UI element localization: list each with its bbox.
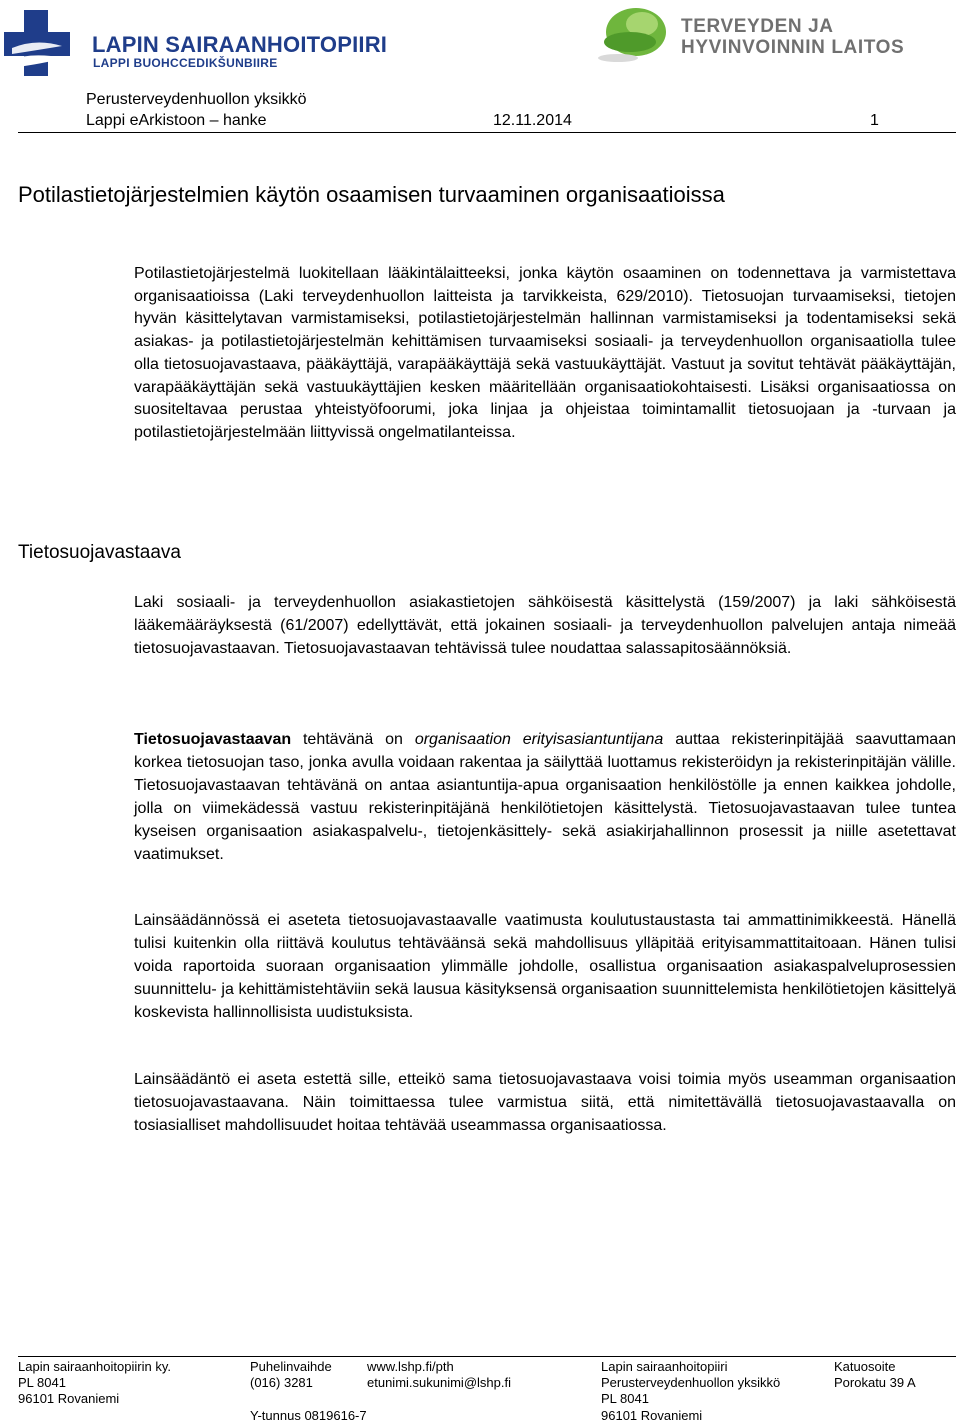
lshp-cross-icon [2,8,72,78]
header-divider [18,132,956,133]
lshp-logo [2,8,388,78]
header-page-number: 1 [870,112,879,129]
footer-street-address: Katuosoite Porokatu 39 A [834,1359,916,1391]
thl-leaf-icon [596,4,676,64]
paragraph-3: Lainsäädännössä ei aseteta tietosuojavastaavalle vaatimusta koulutustaustasta tai ammattinimikkeestä. Hänellä tulisi kuitenkin olla riittävä koulutus tehtäväänsä sekä mahdollisuus ylläpitää erityisammattitaitoaan. Hänen tulisi voida raportoida suoraan organisaation ylimmälle johdolle, osallistua organisaation asiakaspalveluprosessien suunnittelu- ja kehittämistehtäviin sekä lausua käsityksensä organisaation suunnittelemista henkilötietojen käsittelyä koskevista hallinnollisista uudistuksista. [134,912,956,1021]
header-unit: Perusterveydenhuollon yksikkö [86,91,307,108]
thl-logo-name: TERVEYDEN JA HYVINVOINNIN LAITOS [681,16,905,58]
footer-web [367,1359,511,1391]
document-title: Potilastietojärjestelmien käytön osaamisen turvaaminen organisaatioissa [18,182,725,207]
lshp-logo-subname: LAPPI BUOHCCEDIKŠUNBIIRE [93,56,278,70]
thl-logo [596,4,926,64]
header-date: 12.11.2014 [493,112,572,129]
section-heading: Tietosuojavastaava [18,542,182,563]
footer-unit-address: Lapin sairaanhoitopiiri Perusterveydenhuollon yksikkö PL 8041 96101 Rovaniemi [601,1359,781,1423]
footer-website-link[interactable]: www.lshp.fi/pth [367,1359,454,1374]
footer-phone: Puhelinvaihde (016) 3281 Y-tunnus 0819616-7 [250,1359,367,1423]
paragraph-4: Lainsäädäntö ei aseta estettä sille, etteikö sama tietosuojavastaava voisi toimia myös useamman organisaation tietosuojavastaavana. Näin toimittaessa tulee varmistua siitä, että nimitettävällä tietosuojavastaavalla on tosiasialliset mahdollisuudet hoitaa tehtävää useammassa organisaatiossa. [134,1071,956,1134]
paragraph-2-bold-lead: Tietosuojavastaavan [134,731,292,748]
footer-organization: Lapin sairaanhoitopiirin ky. PL 8041 96101 Rovaniemi [18,1359,171,1407]
paragraph-1: Laki sosiaali- ja terveydenhuollon asiakastietojen sähköisestä käsittelystä (159/2007) ja laki sähköisestä lääkemääräyksestä (61/2007) edellyttävät, että jokainen sosiaali- ja terveydenhuollon palvelujen antaja nimeää tietosuojavastaavan. Tietosuojavastaavan tehtävissä tulee noudattaa salassapitosäännöksiä. [134,594,956,657]
lshp-logo-name: LAPIN SAIRAANHOITOPIIRI [92,32,388,57]
paragraph-2: Tietosuojavastaavan tehtävänä on organisaation erityisasiantuntijana auttaa rekisterinpitäjää saavuttamaan korkea tietosuojan taso, jonka avulla voidaan rakentaa ja säilyttää luottamus rekisteröidyn ja rekisterinpitäjän välille. Tietosuojavastaavan tehtävänä on antaa asiantuntija-apua organisaation henkilöstölle ja ennen kaikkea johdolle, jolla on viimekädessä vastuu rekisterinpitäjänä henkilötietojen käsittelystä. Tietosuojavastaavan tulee tuntea kyseisen organisaation asiakaspalvelu-, tietojenkäsittely- sekä asiakirjahallinnon prosessit ja niille asetettavat vaatimukset. [134,731,956,863]
footer-divider [18,1356,956,1357]
header-project: Lappi eArkistoon – hanke [86,112,267,129]
footer-email-link[interactable]: etunimi.sukunimi@lshp.fi [367,1375,511,1391]
intro-paragraph: Potilastietojärjestelmä luokitellaan lääkintälaitteeksi, jonka käytön osaaminen on todennettava ja varmistettava organisaatioissa (Laki terveydenhuollon laitteista ja tarvikkeista, 629/2010). Tietosuojan turvaamiseksi, tietojen hyvän käsittelytavan varmistamiseksi, potilastietojärjestelmän hallinnan varmistamiseksi ja todentamiseksi sekä asiakas- ja potilastietojärjestelmän kehittämisen turvaamiseksi sosiaali- ja terveydenhuollon organisaatiolla tulee olla tietosuojavastaava, pääkäyttäjä, varapääkäyttäjä sekä vastuukäyttäjät. Vastuut ja sovitut tehtävät pääkäyttäjän, varapääkäyttäjän sekä vastuukäyttäjien kesken määritellään organisaatiokohtaisesti. Lisäksi organisaatiossa on suositeltavaa perustaa yhteistyöfoorumi, joka linjaa ja ohjeistaa toimintamallit tietosuojaan ja -turvaan ja potilastietojärjestelmään liittyvissä ongelmatilanteissa. [134,265,956,441]
paragraph-2-italic: organisaation erityisasiantuntijana [414,731,664,748]
